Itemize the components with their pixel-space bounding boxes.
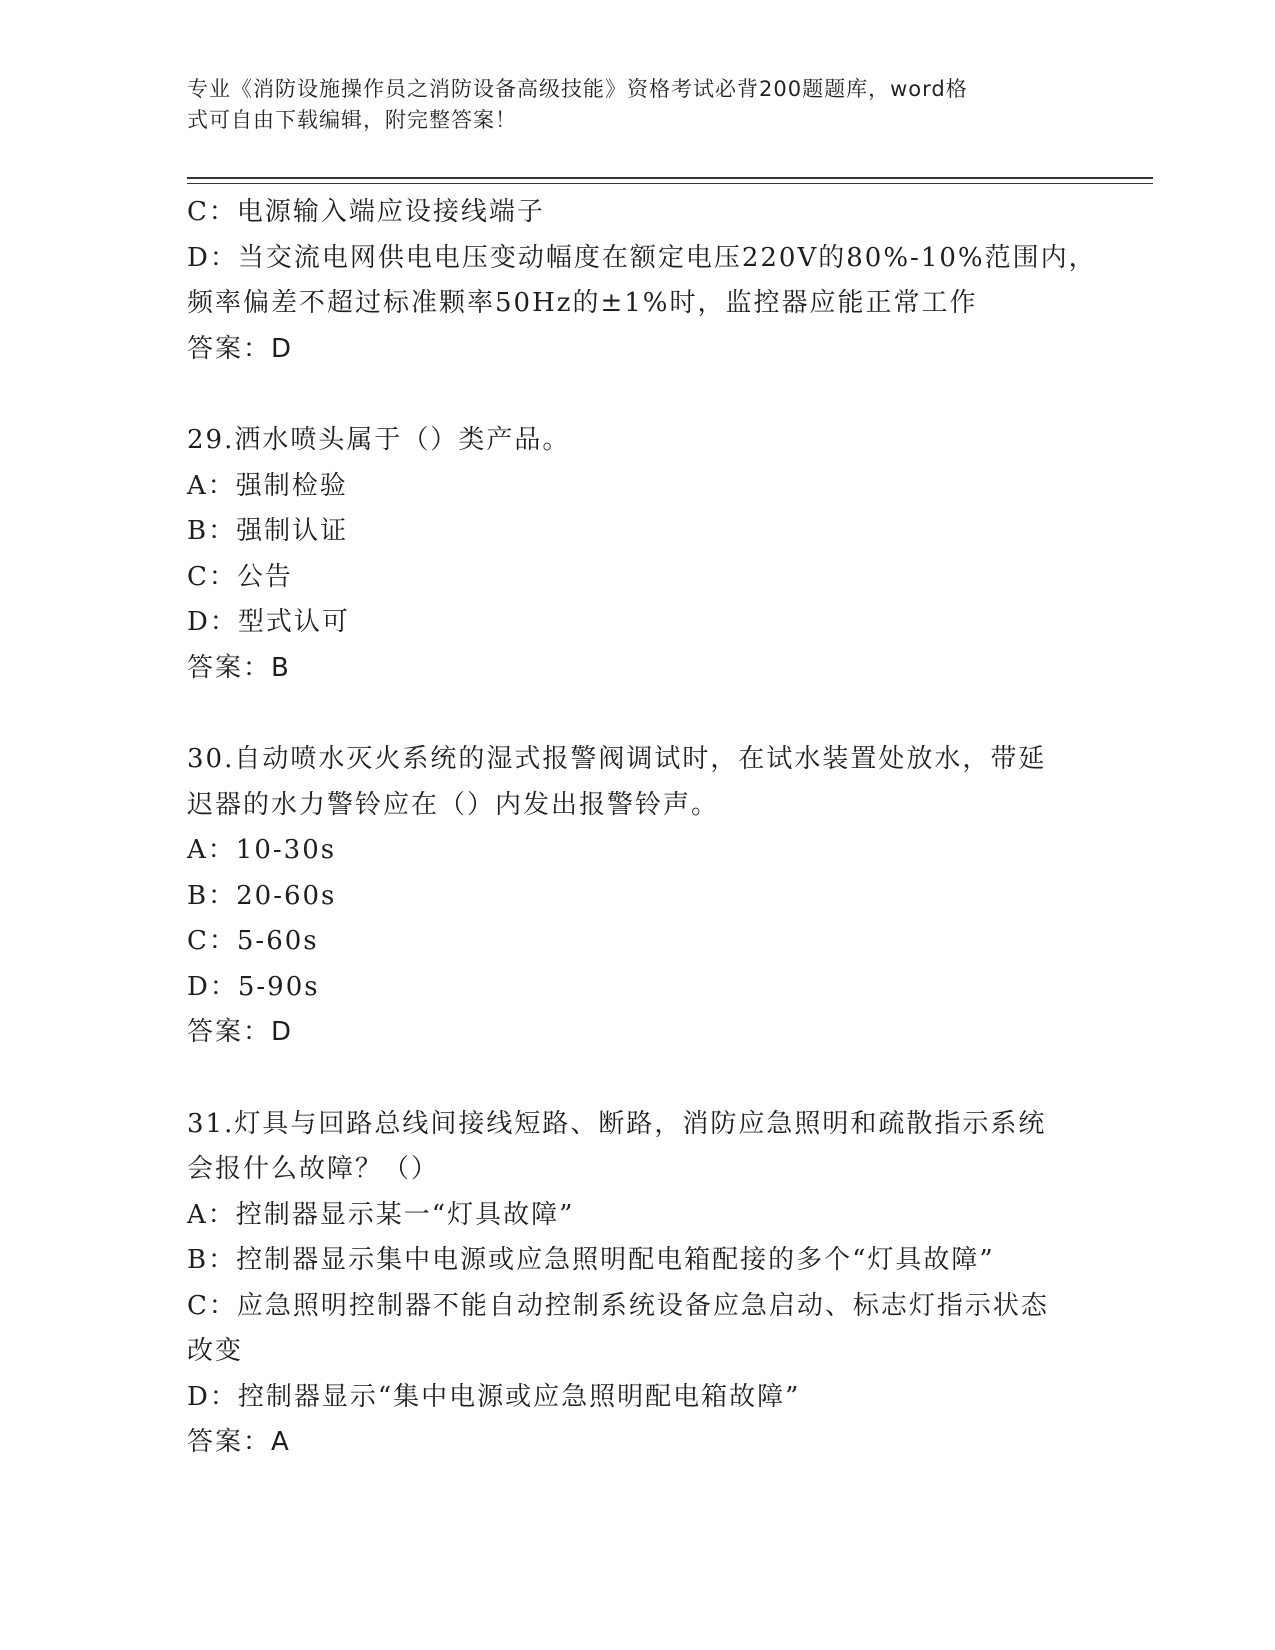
option-b: B：20-60s	[187, 880, 337, 911]
option-d: D：5-90s	[187, 971, 320, 1002]
question-stem-line-2: 会报什么故障？（）	[187, 1154, 440, 1184]
option-b: B：控制器显示集中电源或应急照明配电箱配接的多个“灯具故障”	[187, 1245, 995, 1275]
header-divider-thin	[187, 183, 1153, 184]
answer-line: 答案：D	[187, 333, 294, 364]
answer-line: 答案：A	[187, 1427, 291, 1457]
option-a: A：控制器显示某一“灯具故障”	[187, 1199, 575, 1230]
option-b: B：强制认证	[187, 516, 349, 546]
option-d-line-1: D：当交流电网供电电压变动幅度在额定电压220V的80%-10%范围内，	[187, 242, 1097, 273]
spacer	[187, 1056, 1087, 1102]
option-c: C：5-60s	[187, 926, 319, 956]
spacer	[187, 372, 1087, 418]
question-stem-line-2: 迟器的水力警铃应在（）内发出报警铃声。	[187, 789, 720, 820]
answer-line: 答案：D	[187, 1017, 294, 1047]
option-c-line-2: 改变	[187, 1336, 244, 1366]
header-line-1: 专业《消防设施操作员之消防设备高级技能》资格考试必背200题题库，word格	[187, 77, 968, 101]
question-30	[187, 737, 1087, 1056]
option-a: A：10-30s	[187, 835, 337, 865]
question-stem: 29.洒水喷头属于（）类产品。	[187, 425, 571, 455]
option-d: D：控制器显示“集中电源或应急照明配电箱故障”	[187, 1381, 801, 1412]
spacer	[187, 691, 1087, 737]
option-c-line-1: C：应急照明控制器不能自动控制系统设备应急启动、标志灯指示状态	[187, 1290, 1049, 1321]
document-header	[187, 74, 1067, 136]
option-d-line-2: 频率偏差不超过标准颗率50Hz的±1%时，监控器应能正常工作	[187, 288, 978, 318]
question-stem-line-1: 30.自动喷水灭火系统的湿式报警阀调试时，在试水装置处放水，带延	[187, 744, 1047, 774]
option-a: A：强制检验	[187, 470, 348, 501]
question-content	[187, 190, 1097, 1466]
header-divider-thick	[187, 177, 1153, 179]
answer-line: 答案：B	[187, 652, 291, 683]
question-29	[187, 418, 1087, 691]
header-line-2: 式可自由下载编辑，附完整答案！	[187, 108, 517, 132]
option-c: C：电源输入端应设接线端子	[187, 197, 545, 227]
question-stem-line-1: 31.灯具与回路总线间接线短路、断路，消防应急照明和疏散指示系统	[187, 1108, 1047, 1139]
option-d: D：型式认可	[187, 607, 350, 637]
question-31	[187, 1102, 1087, 1466]
continued-question	[187, 190, 1097, 372]
option-c: C：公告	[187, 561, 293, 592]
